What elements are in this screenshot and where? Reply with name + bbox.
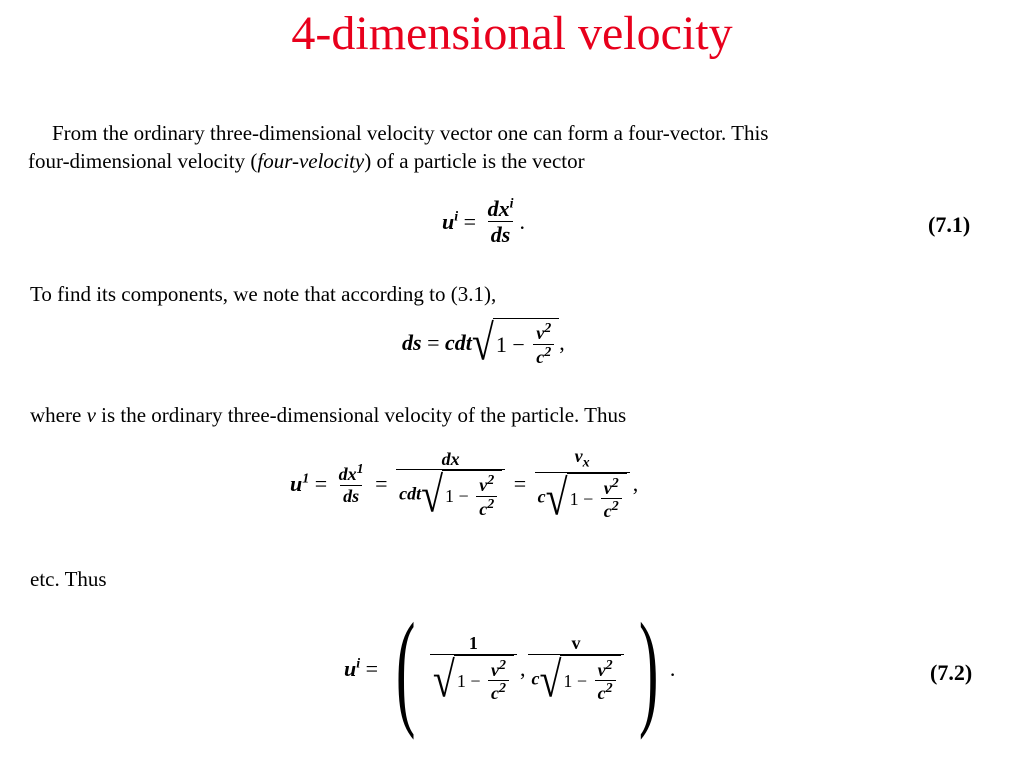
equation-7-1: $u^i$ = $\frac{dx^i}{ds}$ . (442, 196, 525, 248)
equation-7-2: $u^i$ = ( 1 √ 1 − $\frac{v^2}{c^2}$ , v c √ 1 − $\frac{v^2}{c^2}$ ) . (344, 597, 676, 741)
equation-number: (7.1) (928, 212, 971, 237)
text-span-italic: v (86, 403, 96, 427)
text-span: where (30, 403, 87, 427)
paragraph-line: To find its components, we note that according to (3.1), (30, 282, 497, 306)
paragraph-line (30, 402, 626, 428)
paragraph-line: etc. Thus (30, 567, 107, 591)
text-span: is the ordinary three-dimensional velocity of the particle. Thus (95, 403, 627, 427)
text-span: ) of a particle is the vector (364, 149, 585, 173)
paragraph-line: From the ordinary three-dimensional velocity vector one can form a four-vector. This (52, 121, 769, 145)
text-span: four-dimensional velocity ( (28, 149, 258, 173)
paragraph-line (28, 148, 585, 174)
equation-number: (7.2) (930, 660, 973, 685)
equation-ds: ds = cdt √ 1 − $\frac{v^2}{c^2}$ , (402, 314, 565, 371)
equation-u1: $u^1$ = $\frac{dx^1}{ds}$ = dx cdt √ 1 − $\frac{v^2}{c^2}$ = $v_x$ c √ 1 − $\frac{v^2}{c^2}$ , (290, 446, 639, 526)
text-span-italic: four-velocity (257, 149, 365, 173)
slide-title: 4-dimensional velocity (291, 7, 733, 60)
